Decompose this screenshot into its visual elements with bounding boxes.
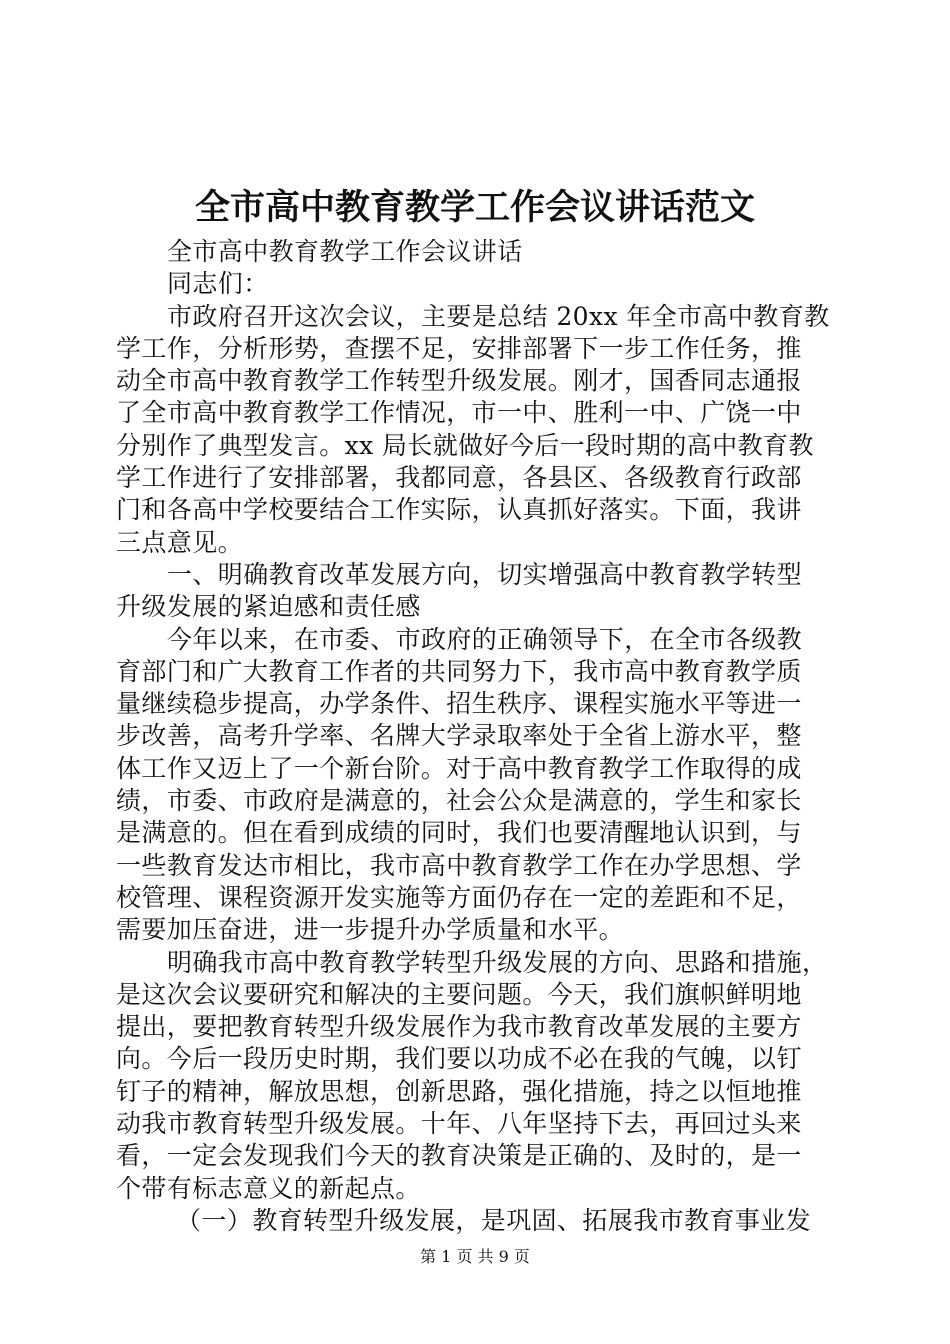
paragraph-line: 提出，要把教育转型升级发展作为我市教育改革发展的主要方	[116, 1012, 802, 1042]
paragraph-line: 量继续稳步提高，办学条件、招生秩序、课程实施水平等进一	[116, 689, 802, 719]
paragraph-line: 了全市高中教育教学工作情况，市一中、胜利一中、广饶一中	[116, 398, 802, 428]
paragraph-line: 步改善，高考升学率、名牌大学录取率处于全省上游水平，整	[116, 721, 802, 751]
paragraph-line: 动全市高中教育教学工作转型升级发展。刚才，国香同志通报	[116, 366, 802, 396]
section-heading-line: 升级发展的紧迫感和责任感	[116, 592, 421, 622]
paragraph-line: 个带有标志意义的新起点。	[116, 1173, 421, 1203]
paragraph-line: 校管理、课程资源开发实施等方面仍存在一定的差距和不足，	[116, 882, 802, 912]
paragraph-line: 钉子的精神，解放思想，创新思路，强化措施，持之以恒地推	[116, 1076, 802, 1106]
paragraph-line: 是满意的。但在看到成绩的同时，我们也要清醒地认识到，与	[116, 818, 802, 848]
paragraph-line: 市政府召开这次会议，主要是总结 20xx 年全市高中教育教	[167, 301, 830, 331]
subsection-heading-line: （一）教育转型升级发展，是巩固、拓展我市教育事业发	[176, 1205, 812, 1235]
paragraph-line: 学工作进行了安排部署，我都同意，各县区、各级教育行政部	[116, 463, 802, 493]
paragraph-line: 向。今后一段历史时期，我们要以功成不必在我的气魄，以钉	[116, 1044, 802, 1074]
paragraph-line: 学工作，分析形势，查摆不足，安排部署下一步工作任务，推	[116, 333, 802, 363]
paragraph-line: 明确我市高中教育教学转型升级发展的方向、思路和措施，	[167, 947, 828, 977]
paragraph-line: 门和各高中学校要结合工作实际，认真抓好落实。下面，我讲	[116, 495, 802, 525]
paragraph-line: 三点意见。	[116, 527, 244, 557]
document-body	[116, 236, 836, 1237]
paragraph-line: 育部门和广大教育工作者的共同努力下，我市高中教育教学质	[116, 656, 802, 686]
subtitle-line: 全市高中教育教学工作会议讲话	[167, 237, 523, 266]
document-title: 全市高中教育教学工作会议讲话范文	[194, 187, 755, 228]
paragraph-line: 是这次会议要研究和解决的主要问题。今天，我们旗帜鲜明地	[116, 979, 802, 1009]
paragraph-line: 看，一定会发现我们今天的教育决策是正确的、及时的，是一	[116, 1141, 802, 1171]
paragraph-line: 需要加压奋进，进一步提升办学质量和水平。	[116, 915, 625, 945]
paragraph-line: 体工作又迈上了一个新台阶。对于高中教育教学工作取得的成	[116, 753, 802, 783]
paragraph-line: 绩，市委、市政府是满意的，社会公众是满意的，学生和家长	[116, 786, 802, 816]
paragraph-line: 一些教育发达市相比，我市高中教育教学工作在办学思想、学	[116, 850, 802, 880]
paragraph-line: 今年以来，在市委、市政府的正确领导下，在全市各级教	[167, 624, 803, 654]
paragraph-line: 动我市教育转型升级发展。十年、八年坚持下去，再回过头来	[116, 1109, 802, 1139]
page-number-footer: 第 1 页 共 9 页	[420, 1247, 530, 1266]
section-heading-line: 一、明确教育改革发展方向，切实增强高中教育教学转型	[167, 559, 803, 589]
paragraph-line: 分别作了典型发言。xx 局长就做好今后一段时期的高中教育教	[116, 430, 814, 460]
salutation-line: 同志们：	[167, 269, 269, 299]
